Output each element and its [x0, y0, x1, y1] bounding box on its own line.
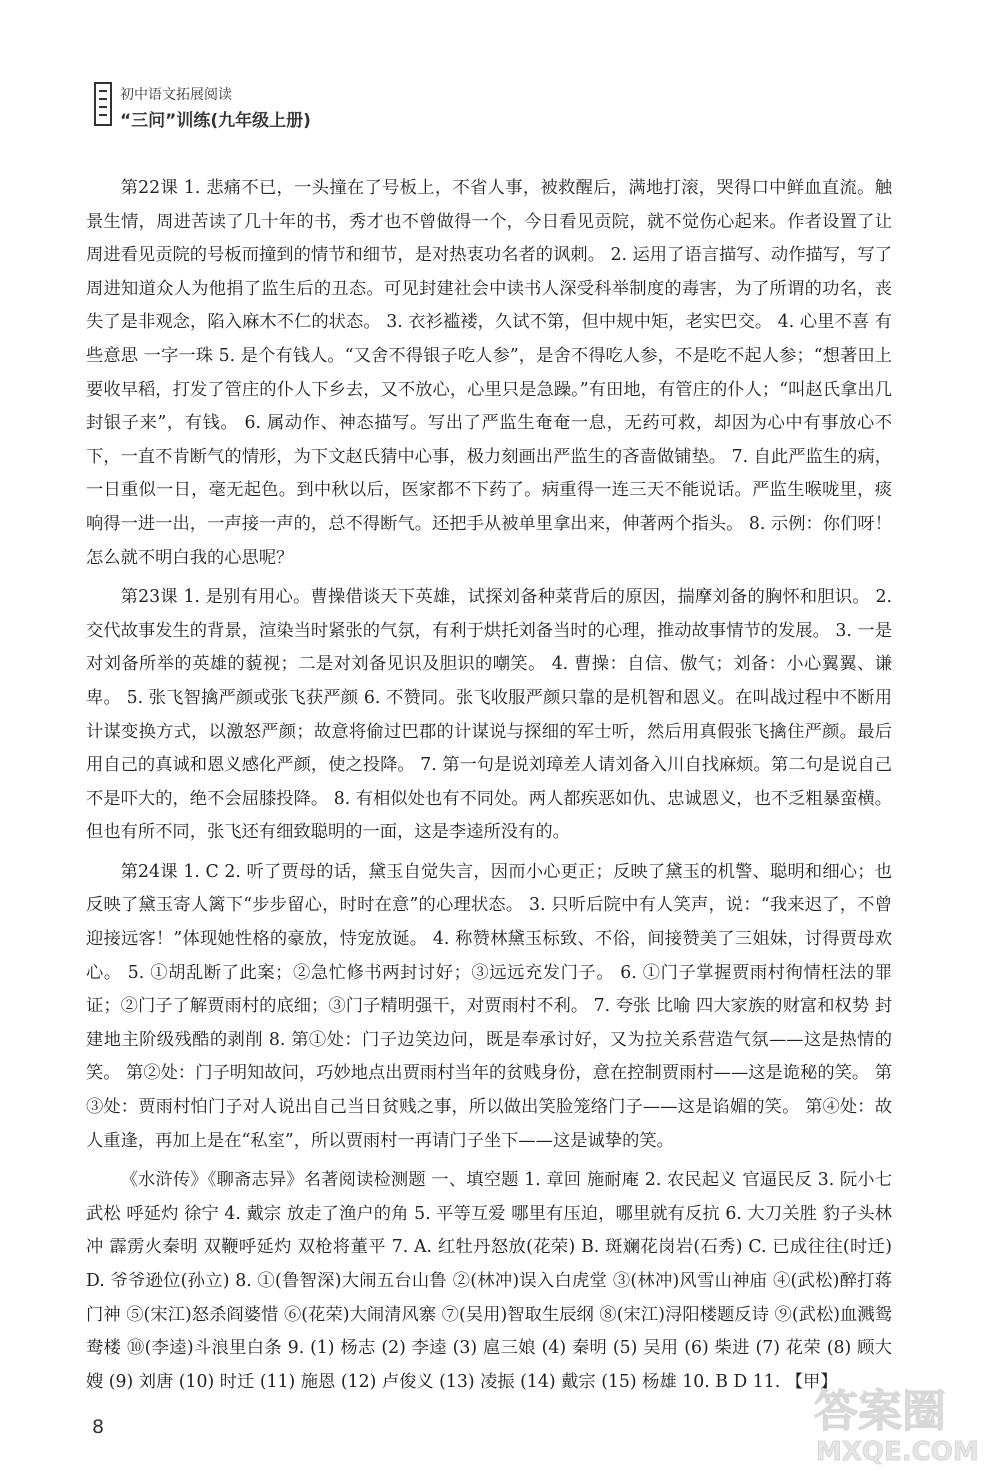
answer-text: 一、填空题 1. 章回 施耐庵 2. 农民起义 官逼民反 3. 阮小七 武松 呼延灼 徐宁 4. 戴宗 放走了渔户的角 5. 平等互爱 哪里有压迫，哪里就有反抗 6. 大刀关胜 豹子头林冲 霹雳火秦明 双鞭呼延灼 双枪将董平 7. A. 红牡丹怒放(花荣) B. 斑斓花岗岩(石秀) C. 已成往往(时迁) D. 爷爷逊位(孙立) 8. ①(鲁智深)大闹五台山鲁 ②(林冲)误入白虎堂 ③(林冲)风雪山神庙 ④(武松)醉打蒋门神 ⑤(宋江)怒杀阎婆惜 ⑥(花荣)大闹清风寨 ⑦(吴用)智取生辰纲 ⑧(宋江)浔阳楼题反诗 ⑨(武松)血溅鸳鸯楼 ⑩(李逵)斗浪里白条 9. (1) 杨志 (2) 李逵 (3) 扈三娘 (4) 秦明 (5) 吴用 (6) 柴进 (7) 花荣 (8) 顾大嫂 (9) 刘唐 (10) 时迁 (11) 施恩 (12) 卢俊义 (13) 凌振 (14) 戴宗 (15) 杨雄 10. B D 11. 【甲】: [86, 1170, 893, 1392]
answer-paragraph-lesson-23: [86, 581, 892, 850]
series-logo-icon: [94, 82, 112, 126]
lesson-label: 第22课: [120, 178, 179, 198]
lesson-label: 第24课: [120, 861, 178, 882]
page-number: 8: [92, 1416, 105, 1438]
watermark-bottom-text: MXQE.COM: [816, 1437, 979, 1466]
book-title: “三问”训练(九年级上册): [120, 111, 311, 131]
answer-paragraph-lesson-22: [86, 172, 892, 575]
answer-text: 1. 是别有用心。曹操借谈天下英雄，试探刘备种菜背后的原因，揣摩刘备的胸怀和胆识。 2. 交代故事发生的背景，渲染当时紧张的气氛，有利于烘托刘备当时的心理，推动故事情节的发展。 3. 一是对刘备所举的英雄的藐视；二是对刘备见识及胆识的嘲笑。 4. 曹操：自信、傲气；刘备：小心翼翼、谦卑。 5. 张飞智擒严颜或张飞获严颜 6. 不赞同。张飞收服严颜只靠的是机智和恩义。在叫战过程中不断用计谋变换方式，以激怒严颜；故意将偷过巴郡的计谋说与探细的军士听，然后用真假张飞擒住严颜。最后用自己的真诚和恩义感化严颜，使之投降。 7. 第一句是说刘璋差人请刘备入川自找麻烦。第二句是说自己不是吓大的，绝不会屈膝投降。 8. 有相似处也有不同处。两人都疾恶如仇、忠诚恩义，也不乏粗暴蛮横。但也有所不同，张飞还有细致聪明的一面，这是李逵所没有的。: [86, 587, 892, 843]
lesson-label: 第23课: [120, 587, 178, 608]
watermark-logo: [808, 1378, 994, 1466]
answer-paragraph-lesson-24: [86, 856, 892, 1158]
running-header: [94, 78, 414, 138]
watermark-top-text: 答案圈: [814, 1386, 946, 1437]
answer-text: 1. 悲痛不已，一头撞在了号板上，不省人事，被救醒后，满地打滚，哭得口中鲜血直流。触景生情，周进苦读了几十年的书，秀才也不曾做得一个，今日看见贡院，就不觉伤心起来。作者设置了让周进看见贡院的号板而撞到的情节和细节，是对热衷功名者的讽刺。 2. 运用了语言描写、动作描写，写了周进知道众人为他捐了监生后的丑态。可见封建社会中读书人深受科举制度的毒害，为了所谓的功名，丧失了是非观念，陷入麻木不仁的状态。 3. 衣衫褴褛，久试不第，但中规中矩，老实巴交。 4. 心里不喜 有些意思 一字一珠 5. 是个有钱人。“又舍不得银子吃人参”，是舍不得吃人参，不是吃不起人参；“想著田上要收早稻，打发了管庄的仆人下乡去，又不放心，心里只是急躁。”有田地，有管庄的仆人；“叫赵氏拿出几封银子来”，有钱。 6. 属动作、神态描写。写出了严监生奄奄一息，无药可救，却因为心中有事放心不下，一直不肯断气的情形，为下文赵氏猜中心事，极力刻画出严监生的吝啬做铺垫。 7. 自此严监生的病，一日重似一日，毫无起色。到中秋以后，医家都不下药了。病重得一连三天不能说话。严监生喉咙里，痰响得一进一出，一声接一声的，总不得断气。还把手从被单里拿出来，伸著两个指头。 8. 示例：你们呀！怎么就不明白我的心思呢？: [86, 178, 892, 568]
lesson-label: 《水浒传》《聊斋志异》名著阅读检测题: [120, 1170, 426, 1191]
series-title: 初中语文拓展阅读: [120, 87, 232, 103]
answer-paragraph-classics-test: [86, 1164, 892, 1399]
answer-content: [86, 172, 892, 1405]
answer-text: 1. C 2. 听了贾母的话，黛玉自觉失言，因而小心更正；反映了黛玉的机警、聪明和细心；也反映了黛玉寄人篱下“步步留心，时时在意”的心理状态。 3. 只听后院中有人笑声，说：“我来迟了，不曾迎接远客！”体现她性格的豪放，恃宠放诞。 4. 称赞林黛玉标致、不俗，间接赞美了三姐妹，讨得贾母欢心。 5. ①胡乱断了此案；②急忙修书两封讨好；③远远充发门子。 6. ①门子掌握贾雨村徇情枉法的罪证；②门子了解贾雨村的底细；③门子精明强干，对贾雨村不利。 7. 夸张 比喻 四大家族的财富和权势 封建地主阶级残酷的剥削 8. 第①处：门子边笑边问，既是奉承讨好，又为拉关系营造气氛——这是热情的笑。 第②处：门子明知故问，巧妙地点出贾雨村当年的贫贱身份，意在控制贾雨村——这是诡秘的笑。 第③处：贾雨村怕门子对人说出自己当日贫贱之事，所以做出笑脸笼络门子——这是谄媚的笑。 第④处：故人重逢，再加上是在“私室”，所以贾雨村一再请门子坐下——这是诚挚的笑。: [86, 861, 892, 1151]
